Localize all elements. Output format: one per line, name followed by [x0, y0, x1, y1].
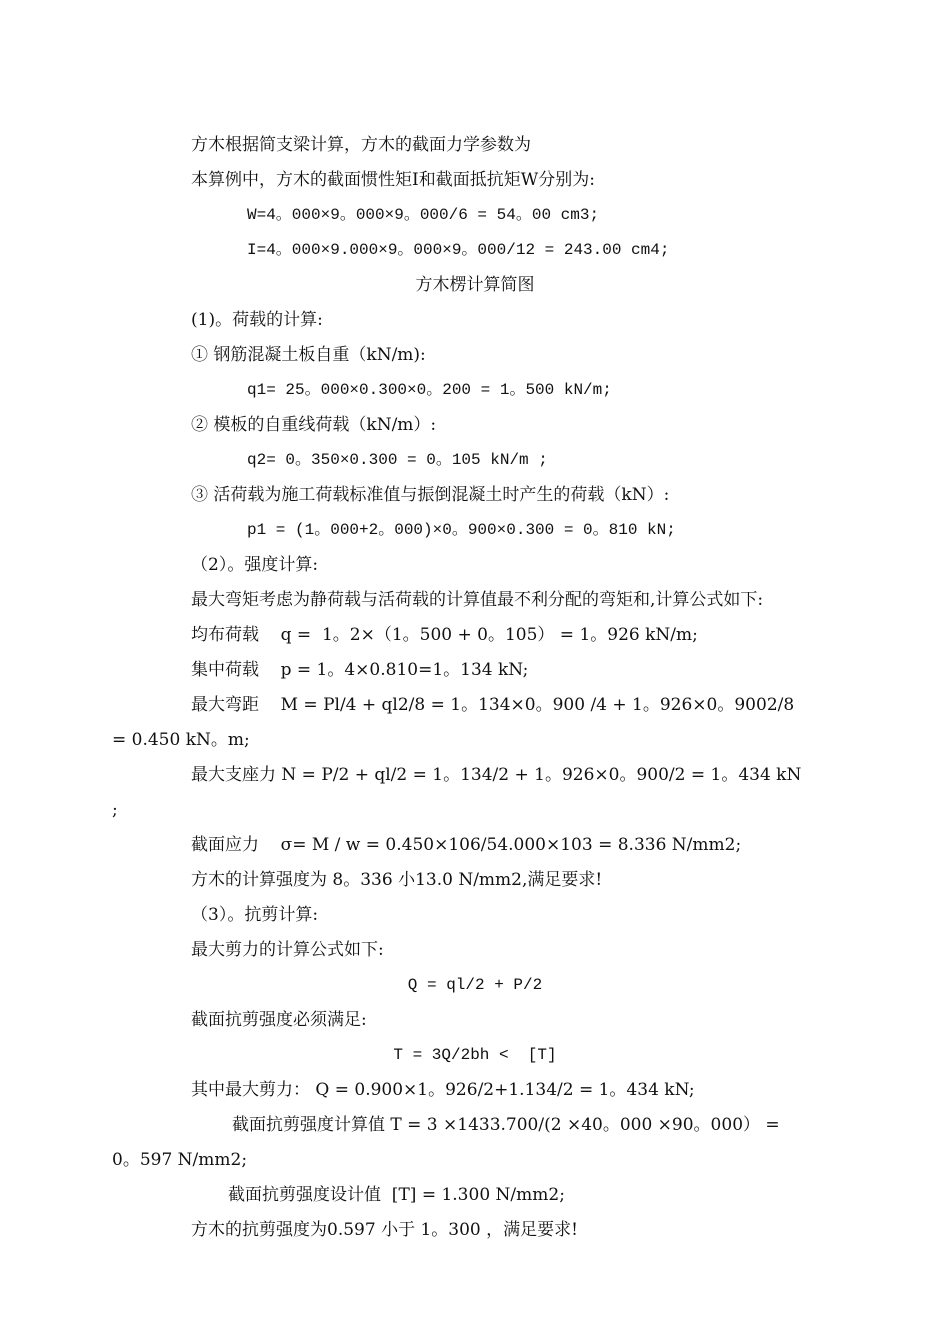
text-line-continuation: 0。597 N/mm2; — [112, 1150, 248, 1170]
figure-caption: 方木楞计算简图 — [415, 275, 535, 295]
text-line: 方木的抗剪强度为0.597 小于 1。300 ，满足要求! — [191, 1220, 578, 1240]
text-line: 集中荷载 p = 1。4×0.810=1。134 kN; — [191, 660, 529, 680]
text-line: 均布荷载 q = 1。2×（1。500 + 0。105） = 1。926 kN/m; — [191, 625, 698, 645]
text-line: 方木的计算强度为 8。336 小13.0 N/mm2,满足要求! — [191, 870, 603, 890]
text-line: 最大支座力 N = P/2 + ql/2 = 1。134/2 + 1。926×0。900/2 = 1。434 kN — [191, 765, 802, 785]
text-line: 最大弯距 M = Pl/4 + ql2/8 = 1。134×0。900 /4 + 1。926×0。9002/8 — [191, 695, 795, 715]
text-line: ① 钢筋混凝土板自重（kN/m): — [191, 345, 426, 365]
section-heading: （3）。抗剪计算: — [191, 905, 319, 925]
text-line: 截面抗剪强度计算值 T = 3 ×1433.700/(2 ×40。000 ×90。000） = — [232, 1115, 780, 1135]
formula-line: Q = ql/2 + P/2 — [407, 976, 543, 994]
text-line-continuation: = 0.450 kN。m; — [112, 730, 250, 750]
text-line: 其中最大剪力： Q = 0.900×1。926/2+1.134/2 = 1。434 kN; — [191, 1080, 695, 1100]
formula-line: q1= 25。000×0.300×0。200 = 1。500 kN/m; — [247, 381, 612, 399]
text-line: 最大剪力的计算公式如下: — [191, 940, 384, 960]
text-line: 本算例中，方木的截面惯性矩I和截面抵抗矩W分别为: — [191, 170, 595, 190]
formula-line: q2= 0。350×0.300 = 0。105 kN/m ; — [247, 451, 548, 469]
text-line: ③ 活荷载为施工荷载标准值与振倒混凝土时产生的荷载（kN）: — [191, 485, 670, 505]
formula-line: I=4。000×9.000×9。000×9。000/12 = 243.00 cm4; — [247, 241, 670, 259]
text-line: ② 模板的自重线荷载（kN/m）: — [191, 415, 437, 435]
text-line: 截面应力 σ= M / w = 0.450×106/54.000×103 = 8.336 N/mm2; — [191, 835, 742, 855]
text-line: 截面抗剪强度设计值 [T] = 1.300 N/mm2; — [228, 1185, 565, 1205]
text-line: 截面抗剪强度必须满足: — [191, 1010, 367, 1030]
text-line: 方木根据简支梁计算，方木的截面力学参数为 — [191, 135, 531, 155]
formula-line: T = 3Q/2bh < [T] — [393, 1046, 557, 1064]
text-line-continuation: ; — [112, 800, 118, 820]
formula-line: W=4。000×9。000×9。000/6 = 54。00 cm3; — [247, 206, 600, 224]
section-heading: (1)。荷载的计算: — [191, 310, 323, 330]
formula-line: p1 = (1。000+2。000)×0。900×0.300 = 0。810 kN; — [247, 521, 676, 539]
section-heading: （2）。强度计算: — [191, 555, 319, 575]
text-line: 最大弯矩考虑为静荷载与活荷载的计算值最不利分配的弯矩和,计算公式如下: — [191, 590, 764, 610]
